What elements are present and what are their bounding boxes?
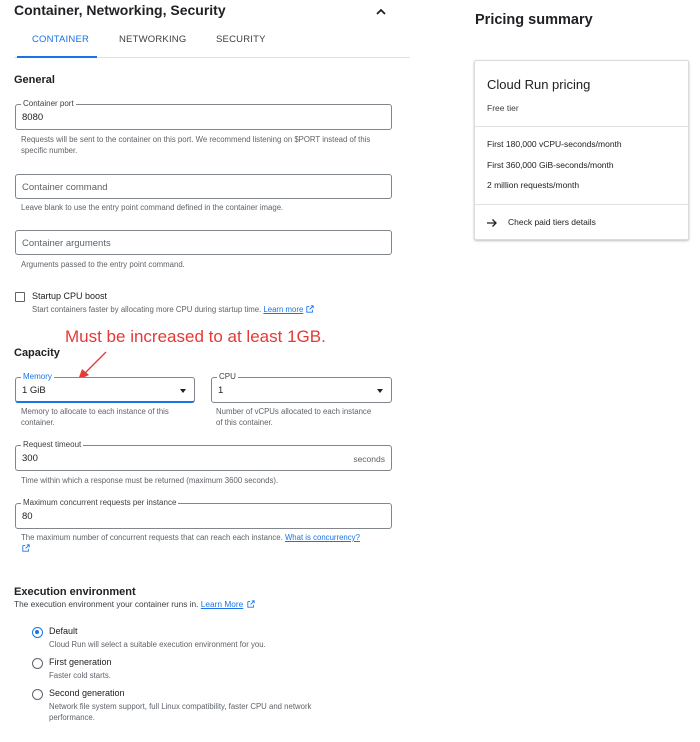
container-command-input[interactable] [15,174,392,199]
startup-cpu-boost-checkbox[interactable] [15,292,25,302]
startup-cpu-boost-label: Startup CPU boost [32,291,108,301]
radio-default-desc: Cloud Run will select a suitable execution environment for you. [49,640,266,649]
startup-cpu-boost-helper-text: Start containers faster by allocating more CPU during startup time. [32,305,262,314]
radio-first-generation-desc: Faster cold starts. [49,671,111,680]
pricing-summary-title: Pricing summary [475,12,593,28]
tab-networking[interactable]: NETWORKING [119,34,187,45]
card-divider [475,126,688,127]
radio-default-label: Default [49,626,78,636]
startup-cpu-boost-helper [32,304,402,315]
startup-learn-more-link[interactable]: Learn more [263,305,304,314]
memory-select[interactable] [15,372,195,403]
what-is-concurrency-link[interactable]: What is concurrency? [284,533,360,542]
request-timeout-value: 300 [22,453,38,464]
memory-label: Memory [23,372,52,381]
execution-environment-subtitle [14,599,394,610]
max-concurrent-label: Maximum concurrent requests per instance [23,498,177,507]
arrow-right-icon [485,216,499,230]
container-arguments-input[interactable] [15,230,392,255]
radio-first-generation[interactable] [32,658,43,669]
dropdown-caret-icon [377,389,383,393]
container-port-value: 8080 [22,112,44,123]
radio-default[interactable] [32,627,43,638]
radio-first-generation-label: First generation [49,657,112,667]
external-link-icon [22,544,30,552]
container-command-placeholder: Container command [22,182,108,193]
request-timeout-helper: Time within which a response must be returned (maximum 3600 seconds). [21,476,279,485]
card-divider [475,204,688,205]
check-paid-tiers-label: Check paid tiers details [508,217,596,227]
max-concurrent-helper-text: The maximum number of concurrent requests that can reach each instance. [21,533,283,542]
execution-learn-more-link[interactable]: Learn More [200,599,244,609]
container-port-field[interactable] [15,99,392,130]
radio-second-generation-desc: Network file system support, full Linux compatibility, faster CPU and network performance. [49,702,312,722]
cpu-select[interactable] [211,372,392,403]
max-concurrent-helper [21,532,361,554]
free-tier-label: Free tier [487,103,519,113]
dropdown-caret-icon [180,389,186,393]
pricing-line-vcpu: First 180,000 vCPU-seconds/month [487,139,622,149]
max-concurrent-value: 80 [22,511,33,522]
radio-second-generation[interactable] [32,689,43,700]
container-port-label: Container port [23,99,74,108]
container-command-helper: Leave blank to use the entry point command defined in the container image. [21,203,284,212]
capacity-heading: Capacity [14,347,60,359]
chevron-up-icon[interactable] [373,4,389,20]
container-port-helper: Requests will be sent to the container on this port. We recommend listening on $PORT instead of this specific number. [21,135,371,155]
request-timeout-field[interactable] [15,440,392,471]
container-arguments-placeholder: Container arguments [22,238,111,249]
cpu-label: CPU [219,372,236,381]
execution-subtitle-text: The execution environment your container runs in. [14,599,199,609]
memory-value: 1 GiB [22,385,46,396]
external-link-icon [247,600,255,608]
request-timeout-suffix: seconds [353,454,385,464]
annotation-text: Must be increased to at least 1GB. [65,327,326,346]
container-arguments-helper: Arguments passed to the entry point command. [21,260,185,269]
active-tab-indicator [17,56,97,58]
pricing-card [474,60,689,240]
pricing-line-gib: First 360,000 GiB-seconds/month [487,160,614,170]
cpu-helper: Number of vCPUs allocated to each instance of this container. [216,407,372,427]
tab-bar [14,30,410,54]
general-heading: General [14,74,55,86]
memory-helper: Memory to allocate to each instance of this container. [21,407,169,427]
pricing-card-title: Cloud Run pricing [487,77,591,92]
max-concurrent-requests-field[interactable] [15,498,392,529]
execution-environment-heading: Execution environment [14,586,136,598]
radio-second-generation-label: Second generation [49,688,125,698]
cpu-value: 1 [218,385,224,396]
external-link-icon [306,305,314,313]
check-paid-tiers-link[interactable] [485,216,675,230]
pricing-line-requests: 2 million requests/month [487,180,580,190]
tab-security[interactable]: SECURITY [216,34,266,45]
section-title: Container, Networking, Security [14,2,226,18]
request-timeout-label: Request timeout [23,440,82,449]
tab-container[interactable]: CONTAINER [32,34,90,45]
